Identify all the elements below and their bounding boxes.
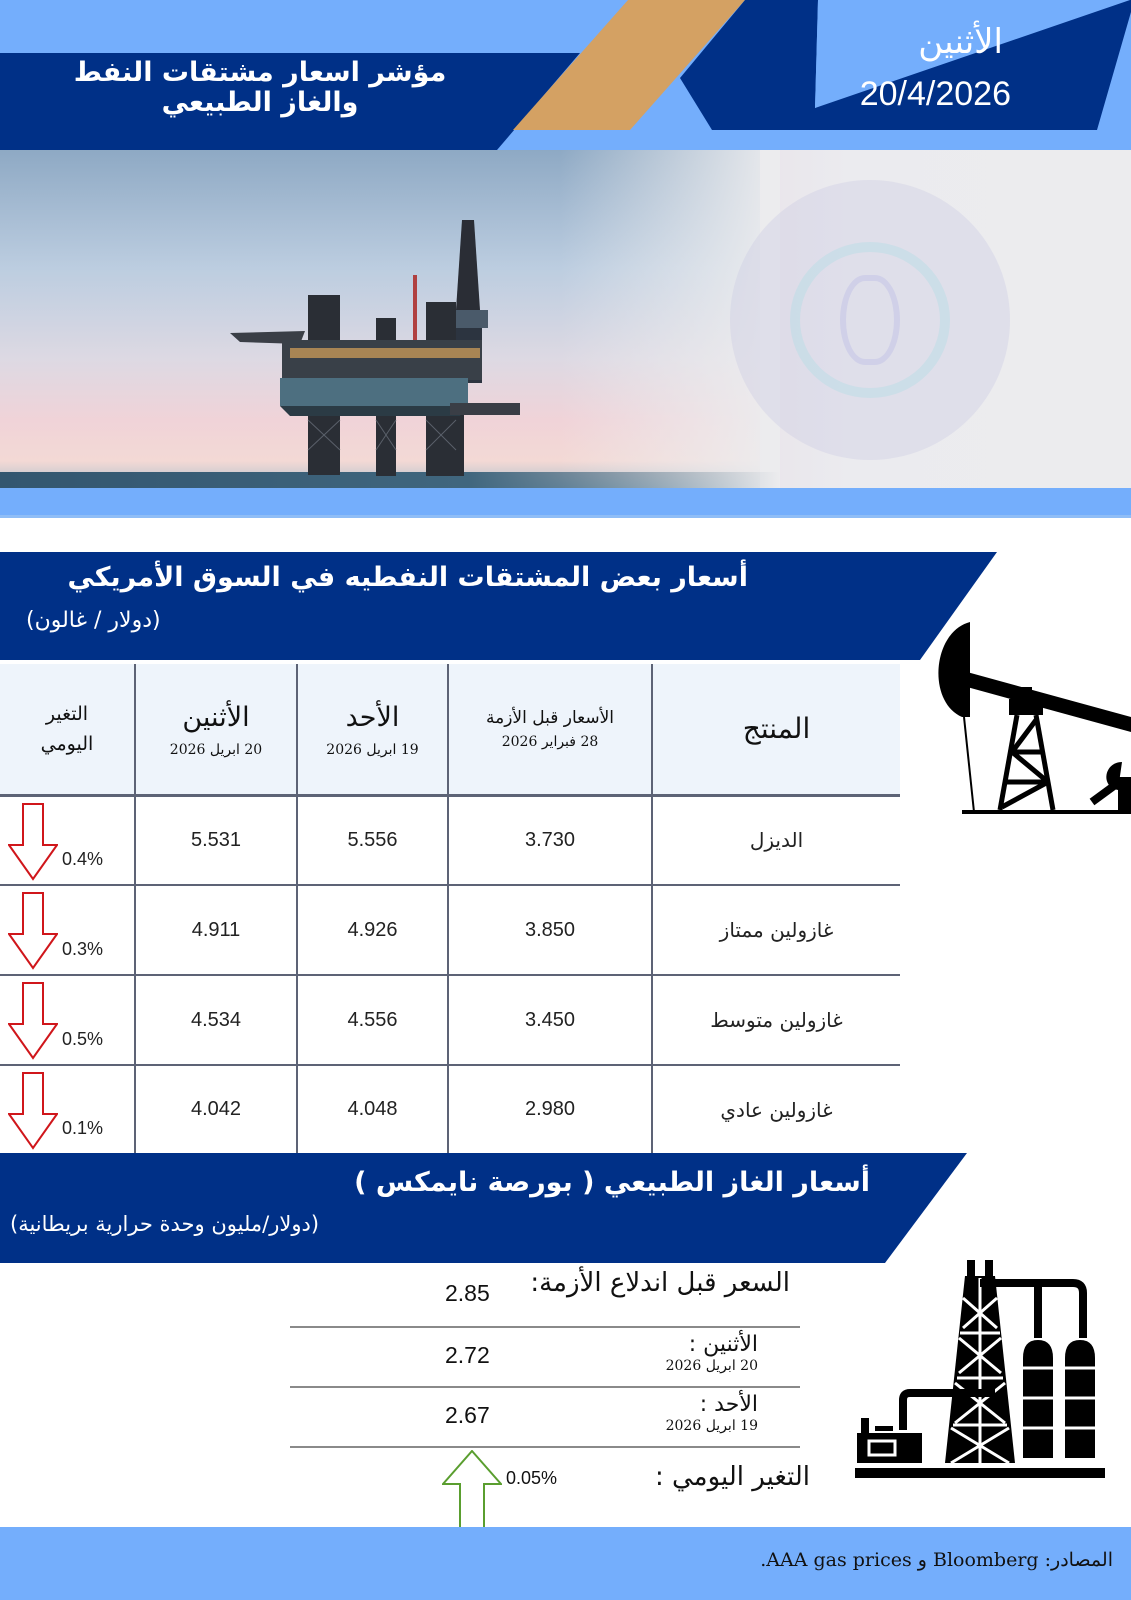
gas-pre-crisis-label: السعر قبل اندلاع الأزمة:	[530, 1268, 790, 1298]
footer	[0, 1527, 1131, 1600]
column-header-pre-crisis-label: الأسعار قبل الأزمة	[485, 707, 615, 728]
table-row	[0, 1065, 900, 1153]
column-header-sunday-date: 19 ابريل 2026	[326, 741, 419, 758]
column-header-pre-crisis	[448, 664, 652, 795]
gas-sunday-row	[290, 1388, 800, 1448]
monday-price: 5.531	[135, 795, 297, 885]
table-header-row	[0, 664, 900, 795]
petroleum-section-title: أسعار بعض المشتقات النفطيه في السوق الأمريكي	[67, 562, 748, 593]
gas-price-list	[290, 1268, 810, 1528]
banner-day: الأثنين	[918, 22, 1003, 62]
sunday-price: 5.556	[297, 795, 448, 885]
pre-crisis-price: 3.850	[448, 885, 652, 975]
monday-price: 4.042	[135, 1065, 297, 1153]
column-header-pre-crisis-date: 28 فبراير 2026	[501, 733, 599, 750]
sunday-price: 4.926	[297, 885, 448, 975]
column-header-change-line1: التغير	[45, 702, 89, 725]
daily-change-value: 0.5%	[62, 1029, 104, 1049]
gas-sunday-label	[666, 1392, 758, 1434]
gas-unit: (دولار/مليون وحدة حرارية بريطانية)	[10, 1212, 320, 1236]
column-header-monday-date: 20 ابريل 2026	[169, 741, 263, 758]
gas-pre-crisis-row	[290, 1268, 800, 1328]
gas-monday-label	[666, 1332, 758, 1374]
gas-section-title: أسعار الغاز الطبيعي ( بورصة نايمكس )	[354, 1167, 870, 1198]
product-name: غازولين متوسط	[652, 975, 900, 1065]
table-row	[0, 795, 900, 885]
gas-sunday-value: 2.67	[445, 1402, 490, 1428]
column-header-monday-label: الأثنين	[182, 701, 250, 733]
column-header-sunday	[297, 664, 448, 795]
up-arrow-icon	[442, 1450, 502, 1530]
column-header-daily-change	[0, 664, 135, 795]
gas-monday-row	[290, 1328, 800, 1388]
gas-daily-change-value: 0.05%	[506, 1468, 558, 1488]
column-header-product-label: المنتج	[742, 712, 811, 746]
product-name: غازولين ممتاز	[652, 885, 900, 975]
logo-flame-icon	[840, 275, 900, 365]
petroleum-price-table	[0, 664, 900, 1153]
sunday-price: 4.556	[297, 975, 448, 1065]
hero-image	[0, 150, 1131, 488]
pre-crisis-price: 2.980	[448, 1065, 652, 1153]
banner-title-line2: والغاز الطبيعي	[161, 87, 359, 118]
header-banner	[0, 0, 1131, 150]
divider-strip	[0, 488, 1131, 518]
column-header-change-line2: اليومي	[40, 732, 94, 755]
product-name: الديزل	[652, 795, 900, 885]
down-arrow-icon	[8, 803, 58, 881]
banner-title	[40, 58, 480, 118]
gas-monday-value: 2.72	[445, 1342, 490, 1368]
offshore-rig-icon	[230, 220, 530, 480]
down-arrow-icon	[8, 982, 58, 1060]
gas-daily-change-label: التغير اليومي :	[654, 1462, 810, 1492]
petroleum-unit: (دولار / غالون)	[26, 608, 161, 633]
daily-change-value: 0.3%	[62, 939, 104, 959]
daily-change-value: 0.1%	[62, 1118, 104, 1138]
daily-change-cell	[0, 795, 135, 885]
gas-sunday-date: 19 ابريل 2026	[665, 1418, 758, 1434]
petroleum-section-header	[0, 552, 1000, 660]
daily-change-value: 0.4%	[62, 849, 104, 869]
sunday-price: 4.048	[297, 1065, 448, 1153]
sources-text: المصادر: Bloomberg و AAA gas prices.	[760, 1549, 1113, 1571]
down-arrow-icon	[8, 892, 58, 970]
column-header-sunday-label: الأحد	[345, 701, 400, 733]
daily-change-cell	[0, 885, 135, 975]
banner-date: 20/4/2026	[859, 75, 1011, 113]
refinery-icon	[855, 1258, 1105, 1478]
monday-price: 4.534	[135, 975, 297, 1065]
gas-daily-change-row	[290, 1448, 810, 1528]
pre-crisis-price: 3.730	[448, 795, 652, 885]
daily-change-cell	[0, 1065, 135, 1153]
column-header-monday	[135, 664, 297, 795]
banner-title-line1: مؤشر اسعار مشتقات النفط	[73, 57, 447, 88]
gas-section-header	[0, 1153, 970, 1263]
pump-jack-icon	[922, 612, 1131, 817]
down-arrow-icon	[8, 1072, 58, 1150]
pre-crisis-price: 3.450	[448, 975, 652, 1065]
gas-sunday-day: الأحد :	[699, 1392, 758, 1417]
daily-change-cell	[0, 975, 135, 1065]
gas-monday-date: 20 ابريل 2026	[665, 1358, 758, 1374]
column-header-product	[652, 664, 900, 795]
monday-price: 4.911	[135, 885, 297, 975]
table-row	[0, 975, 900, 1065]
product-name: غازولين عادي	[652, 1065, 900, 1153]
gas-pre-crisis-value: 2.85	[445, 1280, 490, 1306]
gas-monday-day: الأثنين :	[688, 1332, 758, 1357]
table-row	[0, 885, 900, 975]
